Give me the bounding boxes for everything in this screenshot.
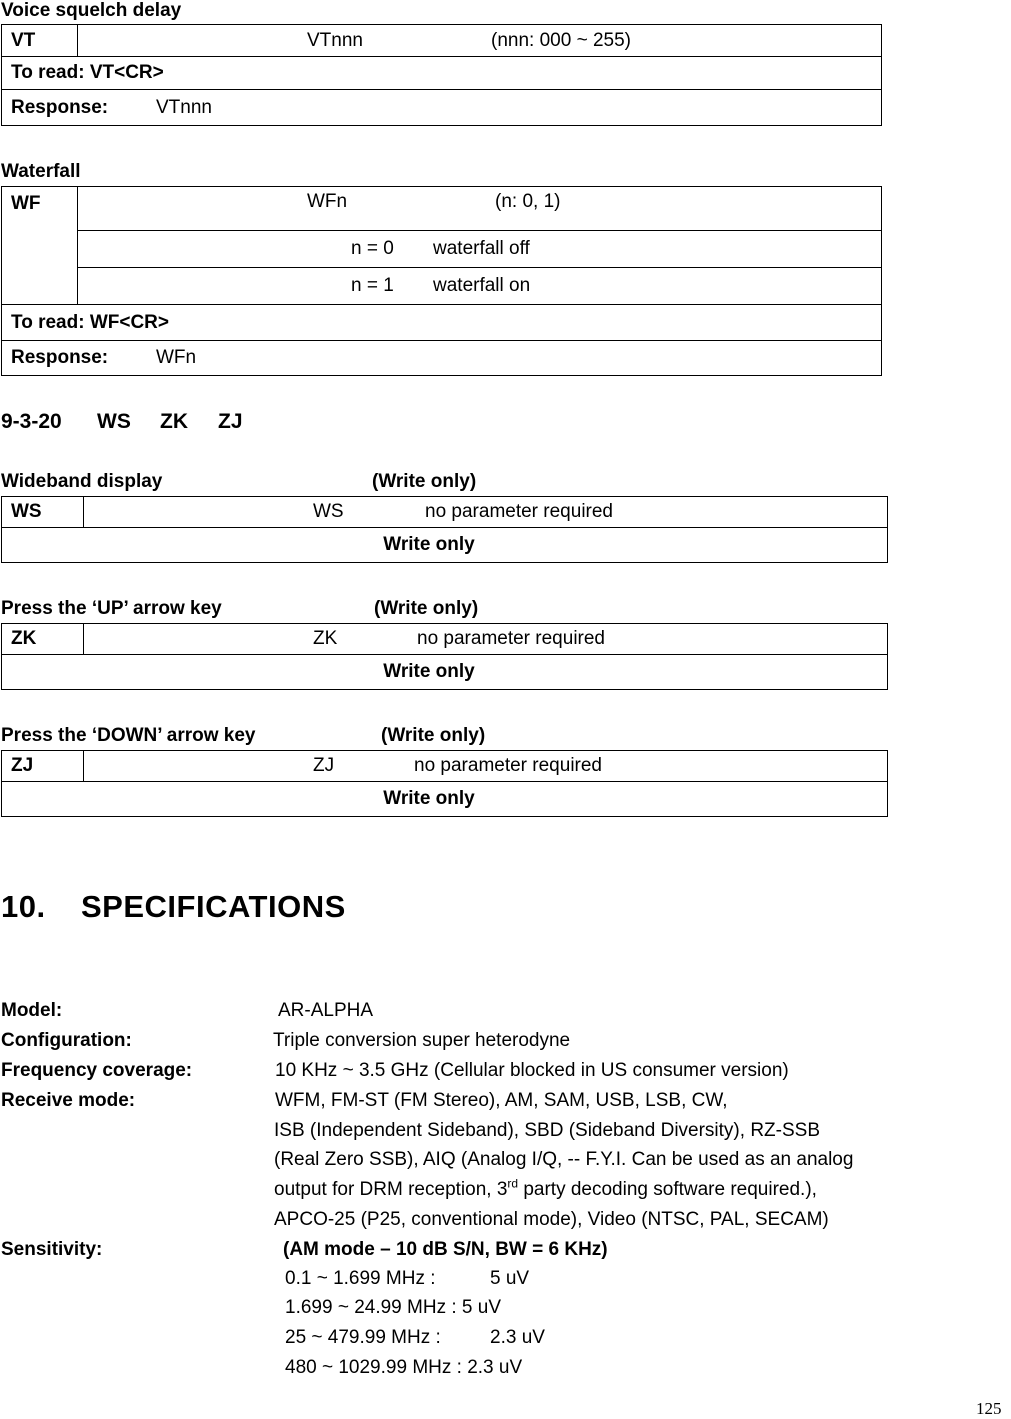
- ws-title: Wideband display: [1, 471, 163, 492]
- rx-line-2: ISB (Independent Sideband), SBD (Sideband Diversity), RZ-SSB: [274, 1120, 820, 1141]
- zk-format-cell: [84, 624, 888, 655]
- sens-label: Sensitivity:: [1, 1239, 103, 1260]
- rx-line-4: [274, 1176, 817, 1201]
- wf-response-value: WFn: [156, 347, 197, 368]
- section-heading: [1, 410, 243, 434]
- vt-title: Voice squelch delay: [1, 0, 182, 21]
- wf-range: (n: 0, 1): [495, 191, 561, 212]
- sens-row-1-range: 0.1 ~ 1.699 MHz :: [285, 1268, 436, 1289]
- zj-param: no parameter required: [414, 755, 602, 776]
- freq-label: Frequency coverage:: [1, 1060, 193, 1081]
- sens-row-3: [285, 1327, 545, 1349]
- ws-param: no parameter required: [425, 501, 613, 522]
- rx-line-4-sup: rd: [507, 1176, 519, 1191]
- zk-table: [1, 623, 888, 690]
- sens-row-1-value: 5 uV: [490, 1268, 530, 1289]
- ws-table: [1, 496, 888, 563]
- sens-row-2: 1.699 ~ 24.99 MHz : 5 uV: [285, 1297, 501, 1318]
- section-number: 9-3-20: [1, 410, 62, 433]
- rx-line-4b: party decoding software required.),: [518, 1179, 817, 1200]
- model-value: AR-ALPHA: [278, 1000, 374, 1021]
- sens-row-1: [285, 1268, 529, 1290]
- rx-line-4a: output for DRM reception, 3: [274, 1179, 508, 1200]
- ws-format-cell: [84, 497, 888, 528]
- config-value: Triple conversion super heterodyne: [273, 1030, 571, 1051]
- wf-title: Waterfall: [1, 161, 81, 182]
- vt-code: VT: [2, 25, 78, 57]
- zj-note: (Write only): [381, 725, 486, 746]
- specs-heading: [1, 889, 346, 925]
- vt-response-label: Response:: [11, 96, 109, 118]
- vt-table: [1, 24, 882, 126]
- wf-format-cell: [78, 187, 882, 231]
- wf-read: To read: WF<CR>: [2, 305, 882, 341]
- wf-response-label: Response:: [11, 347, 109, 368]
- model-label: Model:: [1, 1000, 63, 1021]
- zk-format: ZK: [313, 628, 338, 649]
- ws-code: WS: [2, 497, 84, 528]
- rx-line-3: (Real Zero SSB), AIQ (Analog I/Q, -- F.Y.I. Can be used as an analog: [274, 1149, 854, 1170]
- wf-opt1-key: n = 1: [351, 275, 394, 296]
- vt-format: VTnnn: [307, 29, 363, 51]
- page-number: 125: [976, 1399, 1002, 1418]
- zj-format: ZJ: [313, 755, 335, 776]
- wf-table: [1, 186, 882, 376]
- section-cmd-ws: WS: [97, 410, 131, 433]
- wf-opt0-key: n = 0: [351, 238, 394, 259]
- rx-label: Receive mode:: [1, 1090, 136, 1111]
- zk-code: ZK: [2, 624, 84, 655]
- zk-note: (Write only): [374, 598, 479, 619]
- wf-opt0: [78, 231, 882, 268]
- vt-format-cell: [78, 25, 882, 57]
- rx-line-5: APCO-25 (P25, conventional mode), Video (NTSC, PAL, SECAM): [274, 1209, 829, 1230]
- section-cmd-zj: ZJ: [218, 410, 243, 433]
- wf-code: WF: [2, 187, 78, 305]
- specs-heading-title: SPECIFICATIONS: [81, 889, 346, 924]
- sens-heading: (AM mode – 10 dB S/N, BW = 6 KHz): [283, 1239, 608, 1260]
- specs-heading-number: 10.: [1, 889, 46, 924]
- rx-line-1: WFM, FM-ST (FM Stereo), AM, SAM, USB, LSB, CW,: [275, 1090, 728, 1111]
- zj-code: ZJ: [2, 751, 84, 782]
- ws-note: (Write only): [372, 471, 477, 492]
- vt-read: To read: VT<CR>: [2, 57, 882, 90]
- wf-opt1-val: waterfall on: [433, 275, 531, 296]
- wf-format: WFn: [307, 191, 348, 212]
- zk-title: Press the ‘UP’ arrow key: [1, 598, 222, 619]
- vt-range: (nnn: 000 ~ 255): [491, 29, 631, 51]
- zj-format-cell: [84, 751, 888, 782]
- ws-write-only: Write only: [2, 528, 888, 563]
- section-cmd-zk: ZK: [160, 410, 188, 433]
- zj-table: [1, 750, 888, 817]
- wf-response-cell: [2, 341, 882, 376]
- sens-row-3-range: 25 ~ 479.99 MHz :: [285, 1327, 441, 1348]
- zj-title: Press the ‘DOWN’ arrow key: [1, 725, 256, 746]
- vt-response-cell: [2, 90, 882, 126]
- zj-write-only: Write only: [2, 782, 888, 817]
- zk-write-only: Write only: [2, 655, 888, 690]
- sens-row-3-value: 2.3 uV: [490, 1327, 545, 1348]
- vt-response-value: VTnnn: [156, 96, 212, 118]
- freq-value: 10 KHz ~ 3.5 GHz (Cellular blocked in US consumer version): [275, 1060, 789, 1081]
- wf-opt1: [78, 268, 882, 305]
- ws-format: WS: [313, 501, 344, 522]
- config-label: Configuration:: [1, 1030, 132, 1051]
- sens-row-4: 480 ~ 1029.99 MHz : 2.3 uV: [285, 1357, 523, 1378]
- wf-opt0-val: waterfall off: [433, 238, 530, 259]
- zk-param: no parameter required: [417, 628, 605, 649]
